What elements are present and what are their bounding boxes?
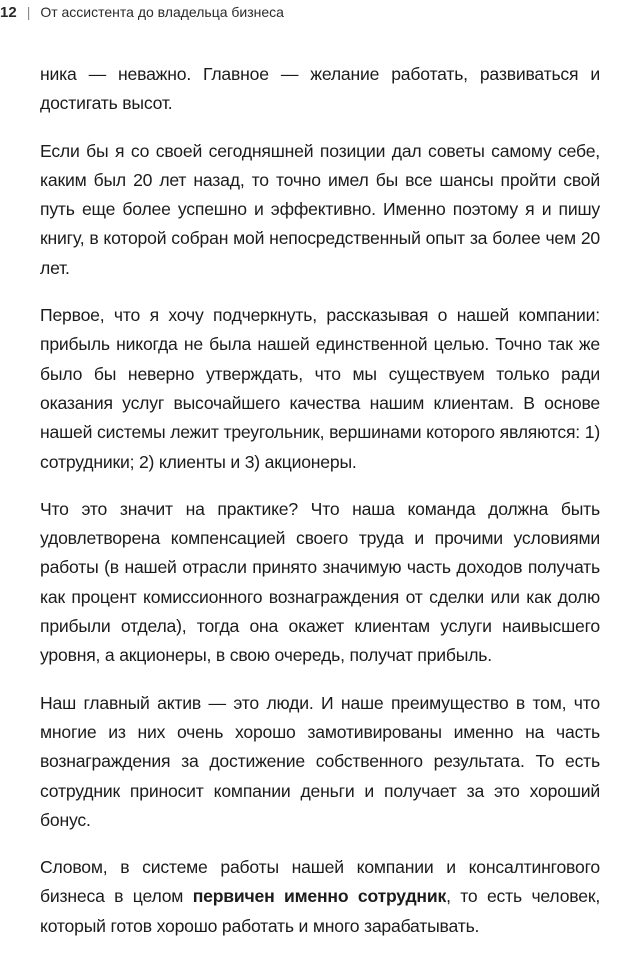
paragraph-4: Что это значит на практике? Что наша команда должна быть удовлетворена компенсацией своего труда и прочими условиями работы (в нашей отрасли принято значимую часть доходов получать как процент комиссионного вознаграждения от сделки или как долю прибыли отдела), тогда она окажет клиентам услуги наивысшего уровня, а акционеры, в свою очередь, получат прибыль. (40, 498, 600, 666)
header-separator: | (26, 4, 31, 20)
paragraph-6 (40, 853, 600, 941)
emphasis-text: первичен именно сотрудник (192, 886, 447, 907)
page-number: 12 (0, 3, 17, 21)
paragraph-3: Первое, что я хочу подчеркнуть, рассказывая о нашей компании: прибыль никогда не была нашей единственной целью. Точно так же было бы неверно утверждать, что мы существуем только ради оказания услуг высочайшего качества нашим клиентам. В основе нашей системы лежит треугольник, вершинами которого являются: 1) сотрудники; 2) клиенты и 3) акционеры. (40, 305, 600, 472)
running-header (0, 0, 284, 24)
running-title: От ассистента до владельца бизнеса (40, 4, 284, 20)
paragraph-1: ника — неважно. Главное — желание работать, развиваться и достигать высот. (40, 64, 600, 114)
body-text (40, 60, 600, 959)
paragraph-5: Наш главный актив — это люди. И наше преимущество в том, что многие из них очень хорошо замотивированы именно на часть вознаграждения за достижение собственного результата. То есть сотрудник приносит компании деньги и получает за это хороший бонус. (40, 692, 600, 830)
paragraph-2: Если бы я со своей сегодняшней позиции дал советы самому себе, каким был 20 лет назад, то точно имел бы все шансы пройти свой путь еще более успешно и эффективно. Именно поэтому я и пишу книгу, в которой собран мой непосредственный опыт за более чем 20 лет. (40, 140, 600, 278)
paragraph-6-end: , то есть человек, который готов хорошо работать и много зарабатывать. (40, 886, 601, 936)
paragraph-6-start: Словом, в системе работы нашей компании и консалтингового бизнеса в целом (40, 857, 600, 907)
